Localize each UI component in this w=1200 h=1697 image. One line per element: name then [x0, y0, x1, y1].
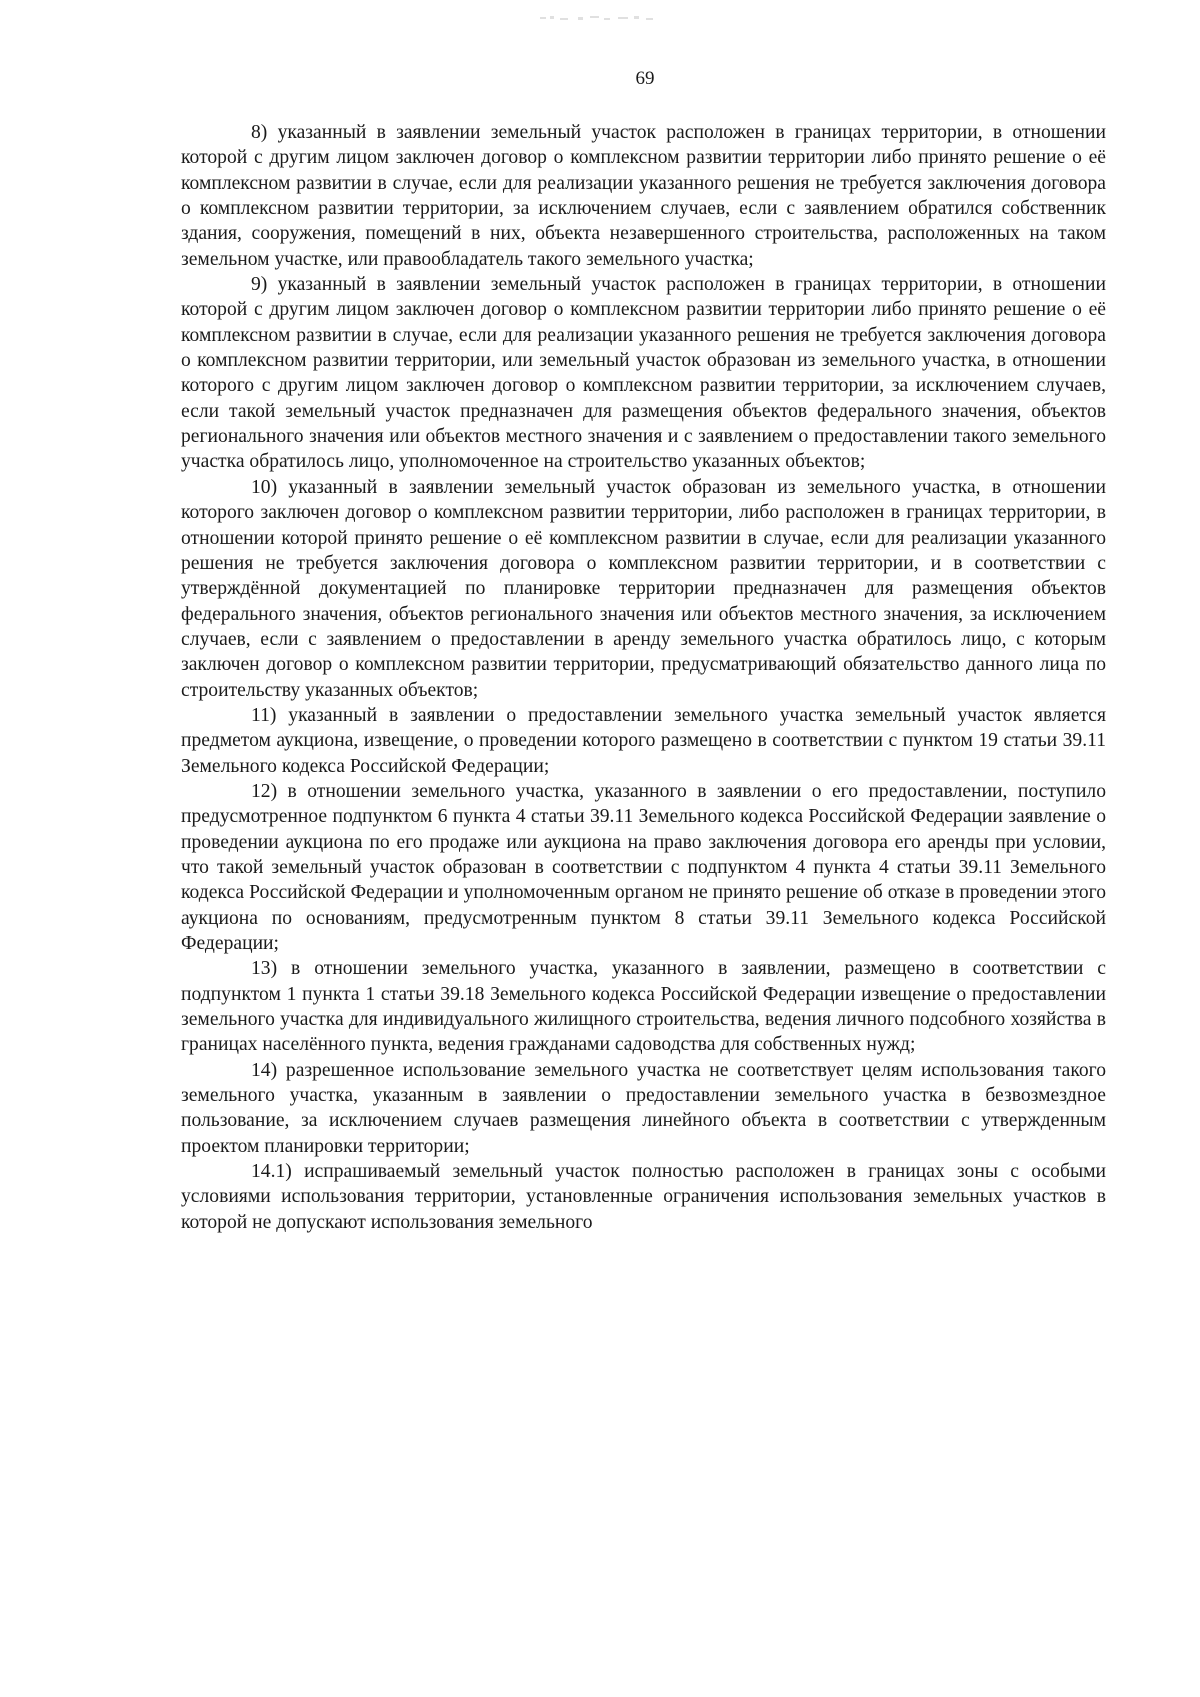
- clause-9: 9) указанный в заявлении земельный участок расположен в границах территории, в отношении которой с другим лицом заключен договор о комплексном развитии территории либо принято решение о её комплексном развитии в случае, если для реализации указанного решения не требуется заключения договора о комплексном развитии территории, или земельный участок образован из земельного участка, в отношении которого с другим лицом заключен договор о комплексном развитии территории, за исключением случаев, если такой земельный участок предназначен для размещения объектов федерального значения, объектов регионального значения или объектов местного значения и с заявлением о предоставлении такого земельного участка обратилось лицо, уполномоченное на строительство указанных объектов;: [181, 274, 1106, 473]
- clause-14-1: 14.1) испрашиваемый земельный участок полностью расположен в границах зоны с особыми условиями использования территории, установленные ограничения использования земельных участков в которой не допускают использования земельного: [181, 1161, 1106, 1233]
- clause-12: 12) в отношении земельного участка, указанного в заявлении о его предоставлении, поступило предусмотренное подпунктом 6 пункта 4 статьи 39.11 Земельного кодекса Российской Федерации заявление о проведении аукциона по его продаже или аукциона на право заключения договора его аренды при условии, что такой земельный участок образован в соответствии с подпунктом 4 пункта 4 статьи 39.11 Земельного кодекса Российской Федерации и уполномоченным органом не принято решение об отказе в проведении этого аукциона по основаниям, предусмотренным пунктом 8 статьи 39.11 Земельного кодекса Российской Федерации;: [181, 780, 1106, 954]
- clause-10: 10) указанный в заявлении земельный участок образован из земельного участка, в отношении которого заключен договор о комплексном развитии территории, либо расположен в границах территории, в отношении которой принято решение о её комплексном развитии в случае, если для реализации указанного решения не требуется заключения договора о комплексном развитии территории, и в соответствии с утверждённой документацией по планировке территории предназначен для размещения объектов федерального значения, объектов регионального значения или объектов местного значения, за исключением случаев, если с заявлением о предоставлении в аренду земельного участка обратилось лицо, с которым заключен договор о комплексном развитии территории, предусматривающий обязательство данного лица по строительству указанных объектов;: [181, 476, 1106, 701]
- scan-artifact-mark: [538, 14, 668, 24]
- page-number: 69: [635, 68, 655, 89]
- clause-14: 14) разрешенное использование земельного участка не соответствует целям использования такого земельного участка, указанным в заявлении о предоставлении земельного участка в безвозмездное пользование, за исключением случаев размещения линейного объекта в соответствии с утвержденным проектом планировки территории;: [181, 1059, 1106, 1157]
- clause-13: 13) в отношении земельного участка, указанного в заявлении, размещено в соответствии с подпунктом 1 пункта 1 статьи 39.18 Земельного кодекса Российской Федерации извещение о предоставлении земельного участка для индивидуального жилищного строительства, ведения личного подсобного хозяйства в границах населённого пункта, ведения гражданами садоводства для собственных нужд;: [181, 958, 1106, 1056]
- document-body: [181, 120, 1106, 1235]
- clause-11: 11) указанный в заявлении о предоставлении земельного участка земельный участок является предметом аукциона, извещение, о проведении которого размещено в соответствии с пунктом 19 статьи 39.11 Земельного кодекса Российской Федерации;: [181, 704, 1106, 777]
- clause-8: 8) указанный в заявлении земельный участок расположен в границах территории, в отношении которой с другим лицом заключен договор о комплексном развитии территории либо принято решение о её комплексном развитии в случае, если для реализации указанного решения не требуется заключения договора о комплексном развитии территории, за исключением случаев, если с заявлением обратился собственник здания, сооружения, помещений в них, объекта незавершенного строительства, расположенных на таком земельном участке, или правообладатель такого земельного участка;: [181, 122, 1106, 270]
